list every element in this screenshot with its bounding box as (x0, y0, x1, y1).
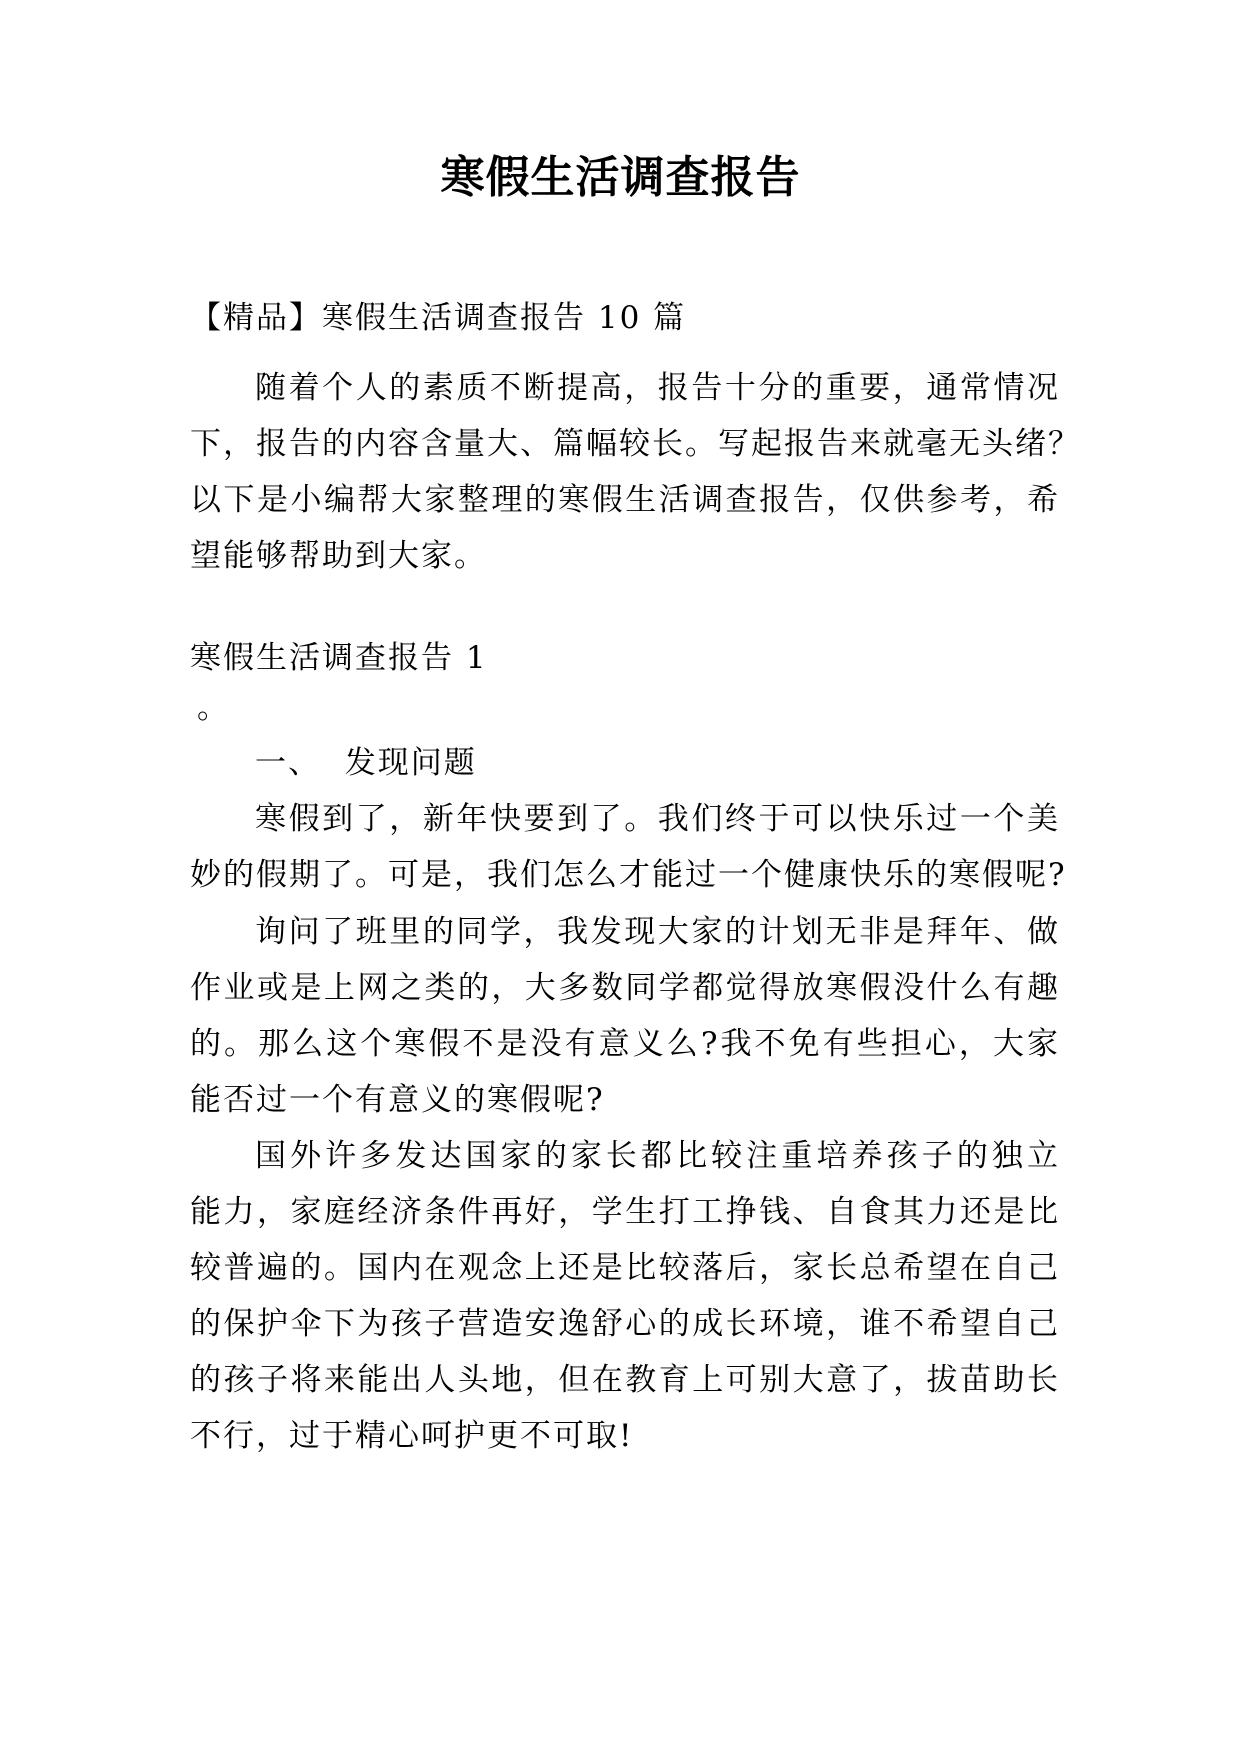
para3-line-3: 较普遍的。国内在观念上还是比较落后，家长总希望在自己 (190, 1250, 1060, 1286)
para3-line-5: 的孩子将来能出人头地，但在教育上可别大意了，拔苗助长 (190, 1362, 1060, 1398)
para1-line-2: 妙的假期了。可是，我们怎么才能过一个健康快乐的寒假呢? (190, 857, 1067, 893)
para3-line-2: 能力，家庭经济条件再好，学生打工挣钱、自食其力还是比 (190, 1194, 1060, 1230)
para1-line-1: 寒假到了，新年快要到了。我们终于可以快乐过一个美 (255, 801, 1060, 837)
para2-line-1: 询问了班里的同学，我发现大家的计划无非是拜年、做 (255, 914, 1060, 950)
stray-punctuation: 。 (197, 690, 230, 726)
document-title: 寒假生活调查报告 (440, 152, 801, 203)
intro-line-4: 望能够帮助到大家。 (190, 538, 487, 574)
intro-line-2: 下，报告的内容含量大、篇幅较长。写起报告来就毫无头绪？ (190, 426, 1081, 462)
section-heading: 寒假生活调查报告 1 (190, 640, 488, 676)
para3-line-6: 不行，过于精心呵护更不可取! (190, 1418, 634, 1454)
document-subtitle: 【精品】寒假生活调查报告 10 篇 (190, 300, 687, 336)
subsection-heading: 一、 发现问题 (255, 745, 477, 781)
para2-line-3: 的。那么这个寒假不是没有意义么?我不免有些担心，大家 (190, 1026, 1060, 1062)
para3-line-4: 的保护伞下为孩子营造安逸舒心的成长环境，谁不希望自己 (190, 1306, 1060, 1342)
intro-line-3: 以下是小编帮大家整理的寒假生活调查报告，仅供参考，希 (190, 482, 1060, 518)
para2-line-2: 作业或是上网之类的，大多数同学都觉得放寒假没什么有趣 (190, 970, 1060, 1006)
intro-line-1: 随着个人的素质不断提高，报告十分的重要，通常情况 (255, 370, 1060, 406)
para3-line-1: 国外许多发达国家的家长都比较注重培养孩子的独立 (255, 1138, 1060, 1174)
para2-line-4: 能否过一个有意义的寒假呢? (190, 1082, 605, 1118)
